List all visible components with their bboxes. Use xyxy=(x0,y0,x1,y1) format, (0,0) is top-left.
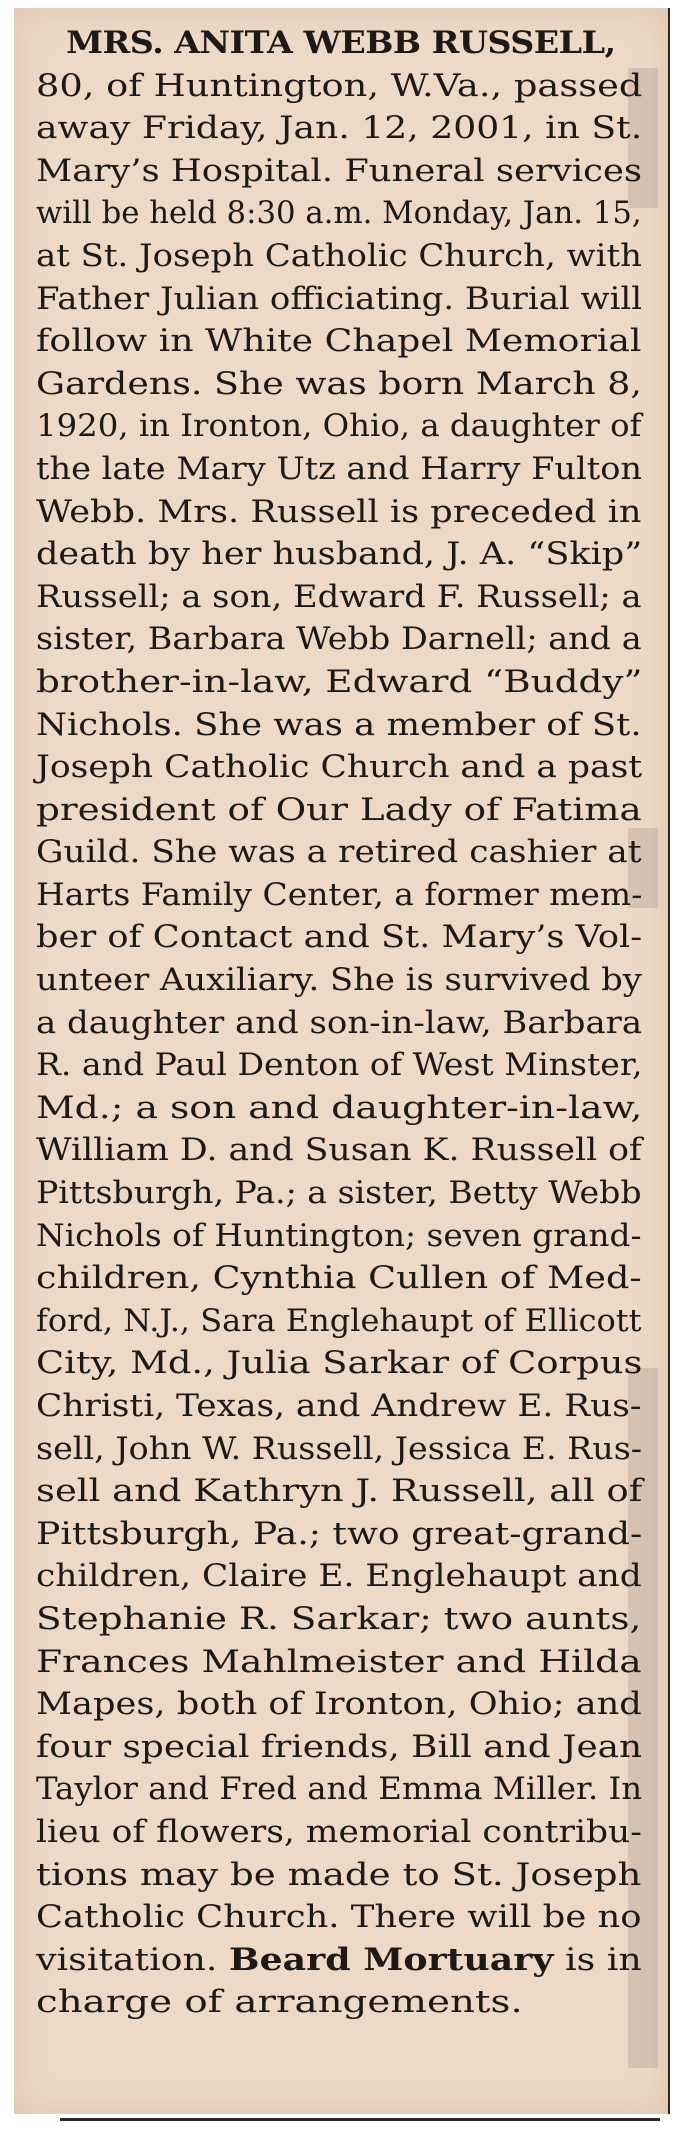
obituary-line: the late Mary Utz and Harry Fulton xyxy=(36,450,642,487)
obituary-line: Father Julian officiating. Burial will xyxy=(36,280,643,317)
obituary-line: Mary’s Hospital. Funeral services xyxy=(36,152,643,189)
obituary-line: unteer Auxiliary. She is survived by xyxy=(36,962,642,999)
obituary-line: Taylor and Fred and Emma Miller. In xyxy=(36,1771,643,1808)
obituary-line: Gardens. She was born March 8, xyxy=(36,365,642,402)
obituary-line: 80, of Huntington, W.Va., passed xyxy=(36,67,643,104)
obituary-closing-line xyxy=(36,1939,696,1982)
obituary-line: ber of Contact and St. Mary’s Vol- xyxy=(36,919,643,956)
obituary-line: at St. Joseph Catholic Church, with xyxy=(36,237,642,274)
obituary-line: City, Md., Julia Sarkar of Corpus xyxy=(36,1345,643,1382)
obituary-line: follow in White Chapel Memorial xyxy=(36,323,642,360)
obituary-line: Nichols of Huntington; seven grand- xyxy=(36,1217,642,1254)
obituary-line: R. and Paul Denton of West Minster, xyxy=(36,1047,643,1084)
obituary-line: will be held 8:30 a.m. Monday, Jan. 15, xyxy=(36,195,642,232)
obituary-line: Joseph Catholic Church and a past xyxy=(36,749,643,786)
obituary-line: brother-in-law, Edward “Buddy” xyxy=(36,663,643,700)
obituary-line: Frances Mahlmeister and Hilda xyxy=(36,1643,642,1680)
obituary-text xyxy=(36,22,656,2024)
obituary-line: children, Claire E. Englehaupt and xyxy=(36,1558,642,1595)
obituary-line: Catholic Church. There will be no xyxy=(36,1899,642,1936)
obituary-line: Stephanie R. Sarkar; two aunts, xyxy=(36,1600,642,1637)
obituary-line: Pittsburgh, Pa.; two great-grand- xyxy=(36,1515,643,1552)
obituary-line: Harts Family Center, a former mem- xyxy=(36,876,643,913)
obituary-line: Webb. Mrs. Russell is preceded in xyxy=(36,493,642,530)
obituary-line: Guild. She was a retired cashier at xyxy=(36,834,642,871)
newspaper-clipping xyxy=(14,8,670,2114)
obituary-line: ford, N.J., Sara Englehaupt of Ellicott xyxy=(36,1302,642,1339)
closing-suffix: is in xyxy=(565,1941,642,1978)
obituary-line: children, Cynthia Cullen of Med- xyxy=(36,1260,642,1297)
obituary-line: Russell; a son, Edward F. Russell; a xyxy=(36,578,642,615)
obituary-line: away Friday, Jan. 12, 2001, in St. xyxy=(36,110,643,147)
mortuary-name: Beard Mortuary xyxy=(228,1941,554,1978)
obituary-line: president of Our Lady of Fatima xyxy=(36,791,642,828)
obituary-line: sell and Kathryn J. Russell, all of xyxy=(36,1473,643,1510)
obituary-final-line: charge of arrangements. xyxy=(36,1984,523,2021)
obituary-line: a daughter and son-in-law, Barbara xyxy=(36,1004,643,1041)
obituary-line: Christi, Texas, and Andrew E. Rus- xyxy=(36,1388,642,1424)
obituary-line: sister, Barbara Webb Darnell; and a xyxy=(36,621,642,658)
obituary-line: Nichols. She was a member of St. xyxy=(36,706,642,743)
obituary-line: 1920, in Ironton, Ohio, a daughter of xyxy=(36,408,642,445)
obituary-headline: MRS. ANITA WEBB RUSSELL, xyxy=(66,25,616,61)
obituary-line: four special friends, Bill and Jean xyxy=(36,1728,643,1765)
obituary-line: death by her husband, J. A. “Skip” xyxy=(36,536,643,573)
obituary-line: lieu of flowers, memorial contribu- xyxy=(36,1813,642,1850)
obituary-line: sell, John W. Russell, Jessica E. Rus- xyxy=(36,1430,643,1467)
obituary-line: Mapes, both of Ironton, Ohio; and xyxy=(36,1686,642,1723)
column-bottom-rule xyxy=(60,2118,660,2121)
obituary-line: tions may be made to St. Joseph xyxy=(36,1856,642,1893)
closing-prefix: visitation. xyxy=(36,1941,218,1978)
obituary-line: William D. and Susan K. Russell of xyxy=(36,1132,642,1169)
obituary-line: Md.; a son and daughter-in-law, xyxy=(36,1089,643,1126)
obituary-line: Pittsburgh, Pa.; a sister, Betty Webb xyxy=(36,1175,642,1212)
